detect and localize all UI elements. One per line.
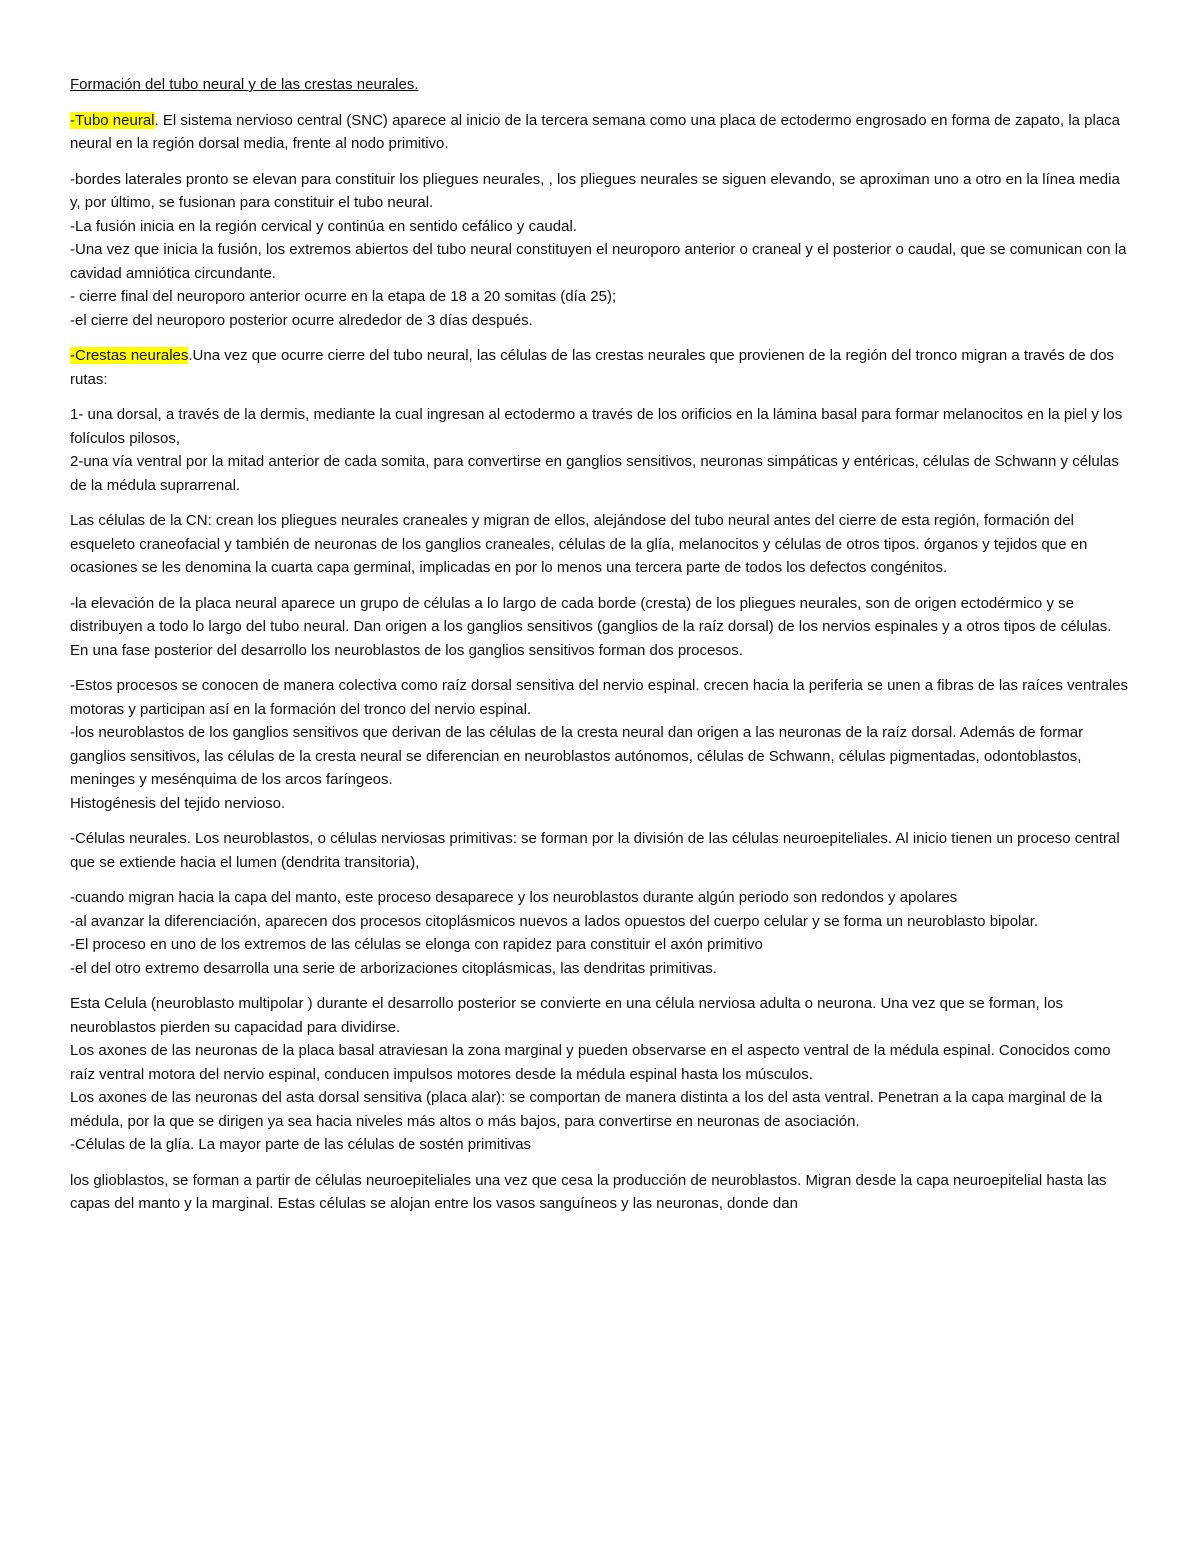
paragraph-rutas — [70, 403, 1130, 497]
paragraph-line: -Células neurales. Los neuroblastos, o células nerviosas primitivas: se forman por la división de las células neuroepiteliales. Al inicio tienen un proceso central que se extiende hacia el lumen (dendrita transitoria), — [70, 830, 1120, 871]
paragraph-crestas-neurales — [70, 344, 1130, 391]
paragraph-line: -el del otro extremo desarrolla una serie de arborizaciones citoplásmicas, las dendritas primitivas. — [70, 959, 717, 977]
paragraph-procesos — [70, 674, 1130, 815]
paragraph-line: -cuando migran hacia la capa del manto, este proceso desaparece y los neuroblastos durante algún periodo son redondos y apolares — [70, 889, 958, 906]
paragraph-line: -La fusión inicia en la región cervical y continúa en sentido cefálico y caudal. — [70, 217, 577, 235]
document-page — [70, 73, 1130, 1216]
paragraph-line: -Una vez que inicia la fusión, los extremos abiertos del tubo neural constituyen el neuroporo anterior o craneal y el posterior o caudal, que se comunican con la cavidad amniótica circundante. — [70, 241, 1127, 282]
paragraph-elevacion — [70, 592, 1130, 663]
paragraph-line: -al avanzar la diferenciación, aparecen dos procesos citoplásmicos nuevos a lados opuestos del cuerpo celular y se forma un neuroblasto bipolar. — [70, 912, 1039, 930]
paragraph-celulas-cn — [70, 509, 1130, 580]
paragraph-text: . El sistema nervioso central (SNC) aparece al inicio de la tercera semana como una placa de ectodermo engrosado en forma de zapato, la placa neural en la región dorsal media, frente al nodo primitivo. — [70, 111, 1121, 152]
paragraph-line: 2-una vía ventral por la mitad anterior de cada somita, para convertirse en ganglios sensitivos, neuronas simpáticas y entéricas, células de Schwann y células de la médula suprarrenal. — [70, 453, 1119, 494]
paragraph-line: Esta Celula (neuroblasto multipolar ) durante el desarrollo posterior se convierte en una célula nerviosa adulta o neurona. Una vez que se forman, los neuroblastos pierden su capacidad para dividirse. — [70, 995, 1064, 1036]
paragraph-multipolar — [70, 992, 1130, 1157]
highlight-crestas-neurales: -Crestas neurales — [70, 347, 189, 364]
paragraph-tubo-neural — [70, 109, 1130, 156]
highlight-tubo-neural: -Tubo neural — [70, 111, 155, 129]
paragraph-line: -el cierre del neuroporo posterior ocurre alrededor de 3 días después. — [70, 311, 533, 329]
paragraph-celulas-neurales — [70, 827, 1130, 874]
paragraph-line: Histogénesis del tejido nervioso. — [70, 794, 286, 812]
paragraph-line: Los axones de las neuronas del asta dorsal sensitiva (placa alar): se comportan de manera distinta a los del asta ventral. Penetran a la capa marginal de la médula, por la que se dirigen ya sea hacia niveles más altos o más bajos, para convertirse en neuronas de asociación. — [70, 1089, 1103, 1130]
paragraph-line: -la elevación de la placa neural aparece un grupo de células a lo largo de cada borde (cresta) de los pliegues neurales, son de origen ectodérmico y se distribuyen a todo lo largo del tubo neural. Dan origen a los ganglios sensitivos (ganglios de la raíz dorsal) de los nervios espinales y a otros tipos de células. En una fase posterior del desarrollo los neuroblastos de los ganglios sensitivos forman dos procesos. — [70, 594, 1112, 659]
document-title: Formación del tubo neural y de las crestas neurales. — [70, 76, 419, 93]
paragraph-line: -Estos procesos se conocen de manera colectiva como raíz dorsal sensitiva del nervio espinal. crecen hacia la periferia se unen a fibras de las raíces ventrales motoras y participan así en la formación del tronco del nervio espinal. — [70, 677, 1129, 718]
paragraph-line: Las células de la CN: crean los pliegues neurales craneales y migran de ellos, alejándose del tubo neural antes del cierre de esta región, formación del esqueleto craneofacial y también de neuronas de los ganglios craneales, células de la glía, melanocitos y células de otros tipos. órganos y tejidos que en ocasiones se les denomina la cuarta capa germinal, implicadas en por lo menos una tercera parte de todos los defectos congénitos. — [70, 512, 1088, 576]
paragraph-migran — [70, 886, 1130, 980]
paragraph-line: 1- una dorsal, a través de la dermis, mediante la cual ingresan al ectodermo a través de los orificios en la lámina basal para formar melanocitos en la piel y los folículos pilosos, — [70, 406, 1123, 447]
paragraph-bordes — [70, 168, 1130, 333]
paragraph-line: -los neuroblastos de los ganglios sensitivos que derivan de las células de la cresta neural dan origen a las neuronas de la raíz dorsal. Además de formar ganglios sensitivos, las células de la cresta neural se diferencian en neuroblastos autónomos, células de Schwann, células pigmentadas, odontoblastos, meninges y mesénquima de los arcos faríngeos. — [70, 724, 1084, 788]
paragraph-glioblastos — [70, 1169, 1130, 1216]
paragraph-line: los glioblastos, se forman a partir de células neuroepiteliales una vez que cesa la producción de neuroblastos. Migran desde la capa neuroepitelial hasta las capas del manto y la marginal. Estas células se alojan entre los vasos sanguíneos y las neuronas, donde dan — [70, 1171, 1107, 1212]
paragraph-line: Los axones de las neuronas de la placa basal atraviesan la zona marginal y pueden observarse en el aspecto ventral de la médula espinal. Conocidos como raíz ventral motora del nervio espinal, conducen impulsos motores desde la médula espinal hasta los músculos. — [70, 1042, 1111, 1083]
paragraph-line: -El proceso en uno de los extremos de las células se elonga con rapidez para constituir el axón primitivo — [70, 936, 763, 953]
paragraph-text: .Una vez que ocurre cierre del tubo neural, las células de las crestas neurales que provienen de la región del tronco migran a través de dos rutas: — [70, 347, 1114, 388]
paragraph-line: - cierre final del neuroporo anterior ocurre en la etapa de 18 a 20 somitas (día 25); — [70, 288, 617, 305]
paragraph-line: -bordes laterales pronto se elevan para constituir los pliegues neurales, , los pliegues neurales se siguen elevando, se aproximan uno a otro en la línea media y, por último, se fusionan para constituir el tubo neural. — [70, 170, 1120, 211]
paragraph-line: -Células de la glía. La mayor parte de las células de sostén primitivas — [70, 1136, 532, 1153]
